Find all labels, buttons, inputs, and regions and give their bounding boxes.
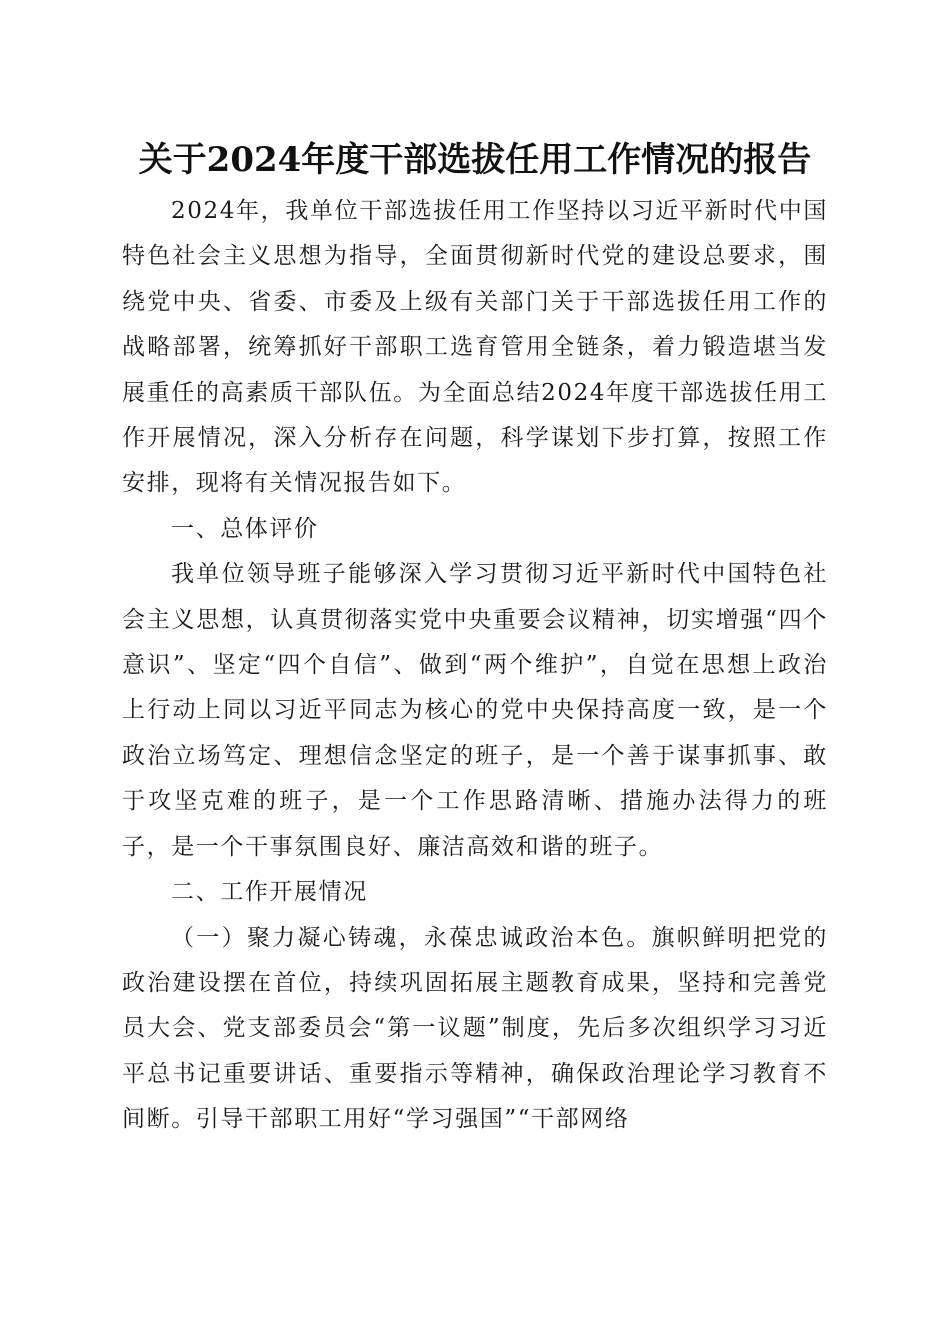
overall-evaluation-paragraph: 我单位领导班子能够深入学习贯彻习近平新时代中国特色社会主义思想，认真贯彻落实党中央重要会议精神，切实增强“四个意识”、坚定“四个自信”、做到“两个维护”，自觉在思想上政治上行动上同以习近平同志为核心的党中央保持高度一致，是一个政治立场笃定、理想信念坚定的班子，是一个善于谋事抓事、敢于攻坚克难的班子，是一个工作思路清晰、措施办法得力的班子，是一个干事氛围良好、廉洁高效和谐的班子。 bbox=[122, 561, 828, 860]
document-title: 关于2024年度干部选拔任用工作情况的报告 bbox=[138, 140, 812, 180]
section-heading-overall-evaluation: 一、总体评价 bbox=[171, 515, 319, 542]
work-progress-paragraph: （一）聚力凝心铸魂，永葆忠诚政治本色。旗帜鲜明把党的政治建设摆在首位，持续巩固拓展主题教育成果，坚持和完善党员大会、党支部委员会“第一议题”制度，先后多次组织学习习近平总书记重要讲话、重要指示等精神，确保政治理论学习教育不间断。引导干部职工用好“学习强国”“干部网络 bbox=[122, 924, 828, 1133]
intro-paragraph: 2024年，我单位干部选拔任用工作坚持以习近平新时代中国特色社会主义思想为指导，全面贯彻新时代党的建设总要求，围绕党中央、省委、市委及上级有关部门关于干部选拔任用工作的战略部署，统筹抓好干部职工选育管用全链条，着力锻造堪当发展重任的高素质干部队伍。为全面总结2024年度干部选拔任用工作开展情况，深入分析存在问题，科学谋划下步打算，按照工作安排，现将有关情况报告如下。 bbox=[122, 198, 828, 497]
section-heading-work-progress: 二、工作开展情况 bbox=[171, 879, 368, 906]
document-body bbox=[122, 189, 828, 1143]
